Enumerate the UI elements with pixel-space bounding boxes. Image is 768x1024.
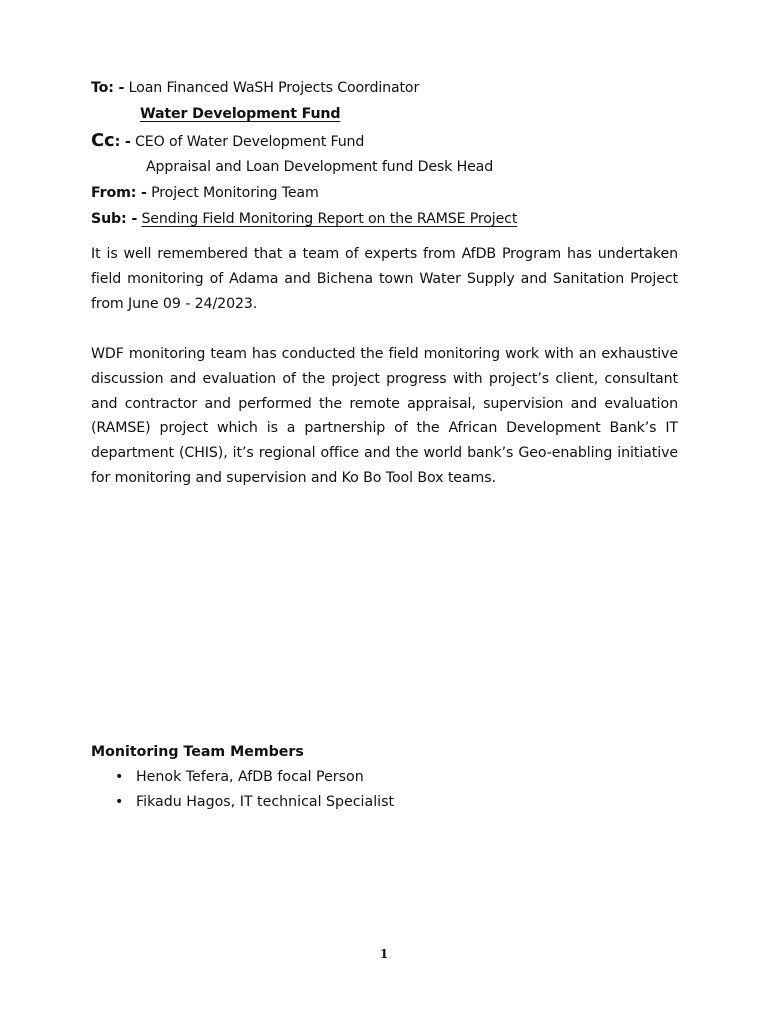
subject-value: Sending Field Monitoring Report on the RAMSE Project bbox=[141, 210, 518, 227]
bullet-icon: • bbox=[115, 794, 124, 810]
list-item bbox=[91, 765, 691, 790]
from-line bbox=[91, 181, 691, 207]
subject-line bbox=[91, 207, 691, 233]
from-label: From: - bbox=[91, 185, 147, 202]
cc-value-2: Appraisal and Loan Development fund Desk Head bbox=[146, 159, 494, 176]
cc-separator: : - bbox=[114, 133, 131, 150]
from-value: Project Monitoring Team bbox=[151, 185, 319, 202]
bullet-icon: • bbox=[115, 769, 124, 785]
to-value: Loan Financed WaSH Projects Coordinator bbox=[128, 80, 420, 96]
subject-label: Sub: - bbox=[91, 210, 138, 227]
to-label: To: - bbox=[91, 80, 125, 96]
cc-label: Cc bbox=[91, 129, 115, 151]
cc-line bbox=[91, 128, 691, 156]
page-number: 1 bbox=[379, 947, 389, 961]
memo-header bbox=[91, 76, 691, 233]
to-org-line bbox=[91, 102, 691, 128]
list-item bbox=[91, 790, 691, 815]
to-organization: Water Development Fund bbox=[140, 105, 341, 122]
team-member-list bbox=[91, 765, 691, 815]
paragraph-1: It is well remembered that a team of experts from AfDB Program has undertaken field monitoring of Adama and Bichena town Water Supply and Sanitation Project from June 09 - 24/2023. bbox=[91, 246, 678, 312]
team-heading: Monitoring Team Members bbox=[91, 744, 304, 760]
cc-line-2 bbox=[91, 155, 691, 181]
team-member-name: Fikadu Hagos, IT technical Specialist bbox=[136, 794, 395, 810]
cc-value: CEO of Water Development Fund bbox=[135, 133, 365, 150]
to-line bbox=[91, 76, 691, 102]
team-member-name: Henok Tefera, AfDB focal Person bbox=[136, 769, 364, 785]
paragraph-2: WDF monitoring team has conducted the field monitoring work with an exhaustive discussion and evaluation of the project progress with project’s client, consultant and contractor and performed the remote appraisal, supervision and evaluation (RAMSE) project which is a partnership of the African Development Bank’s IT department (CHIS), it’s regional office and the world bank’s Geo-enabling initiative for monitoring and supervision and Ko Bo Tool Box teams. bbox=[91, 346, 678, 486]
monitoring-team-section bbox=[91, 740, 691, 815]
